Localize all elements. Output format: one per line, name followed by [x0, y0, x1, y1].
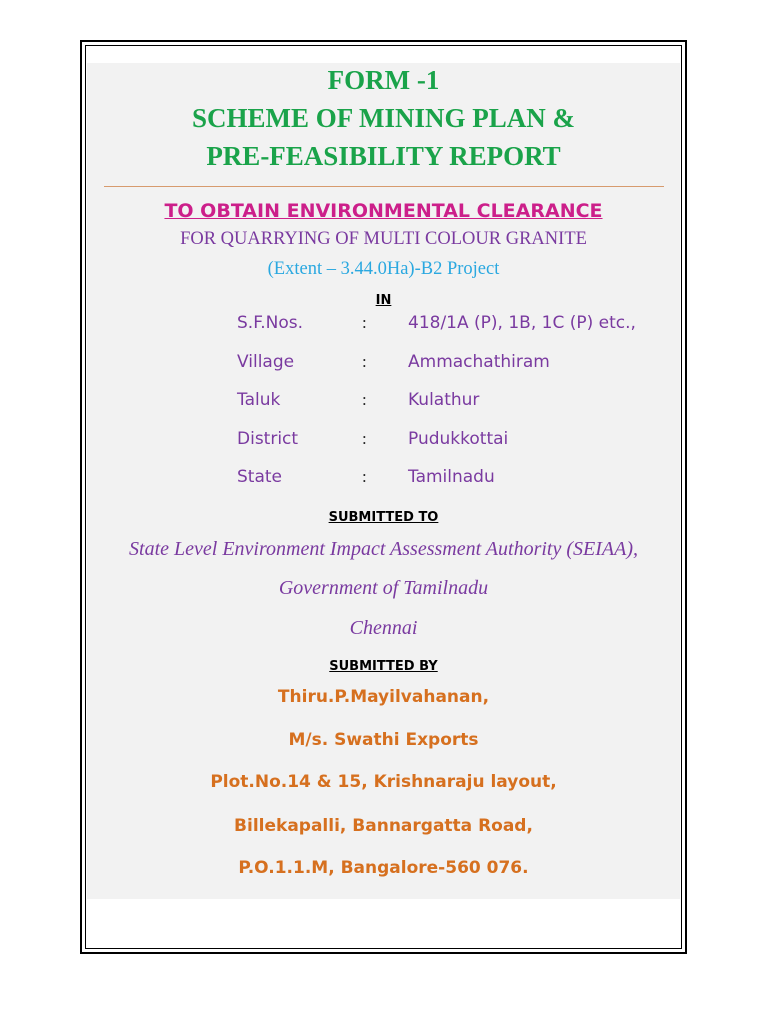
detail-row-sf-nos	[237, 313, 667, 352]
title-divider	[104, 186, 664, 187]
submitted-to-heading: SUBMITTED TO	[328, 510, 439, 525]
detail-label: Taluk	[237, 390, 281, 410]
address-line-3: P.O.1.1.M, Bangalore-560 076.	[238, 858, 529, 878]
detail-separator: :	[362, 313, 367, 332]
scheme-title: SCHEME OF MINING PLAN &	[192, 103, 575, 133]
location-details	[237, 313, 667, 506]
authority-name: State Level Environment Impact Assessment Authority (SEIAA),	[129, 538, 638, 560]
detail-value: Tamilnadu	[408, 467, 495, 487]
detail-separator: :	[362, 428, 367, 448]
detail-value: Ammachathiram	[408, 351, 550, 372]
extent-line: (Extent – 3.44.0Ha)-B2 Project	[267, 259, 500, 279]
detail-separator: :	[362, 351, 367, 371]
clearance-heading: TO OBTAIN ENVIRONMENTAL CLEARANCE	[164, 200, 603, 222]
city-name: Chennai	[349, 617, 418, 639]
detail-value: 418/1A (P), 1B, 1C (P) etc.,	[408, 313, 636, 333]
quarrying-line: FOR QUARRYING OF MULTI COLOUR GRANITE	[180, 229, 587, 249]
government-name: Government of Tamilnadu	[278, 577, 489, 599]
detail-row-state	[237, 467, 667, 506]
submitted-by-heading: SUBMITTED BY	[329, 659, 438, 674]
submitter-name: Thiru.P.Mayilvahanan,	[277, 687, 490, 707]
address-line-2: Billekapalli, Bannargatta Road,	[234, 816, 533, 836]
form-title: FORM -1	[327, 65, 440, 95]
detail-value: Kulathur	[408, 390, 480, 410]
detail-separator: :	[362, 467, 367, 486]
detail-row-taluk	[237, 390, 667, 429]
detail-label: S.F.Nos.	[237, 313, 304, 333]
detail-label: Village	[237, 351, 295, 372]
detail-label: District	[237, 428, 299, 449]
detail-separator: :	[362, 390, 367, 409]
company-name: M/s. Swathi Exports	[288, 730, 479, 750]
detail-row-village	[237, 352, 667, 391]
report-title: PRE-FEASIBILITY REPORT	[206, 141, 561, 171]
in-label: IN	[375, 293, 392, 308]
detail-row-district	[237, 429, 667, 468]
detail-label: State	[237, 467, 282, 487]
address-line-1: Plot.No.14 & 15, Krishnaraju layout,	[210, 772, 557, 792]
detail-value: Pudukkottai	[408, 428, 509, 449]
